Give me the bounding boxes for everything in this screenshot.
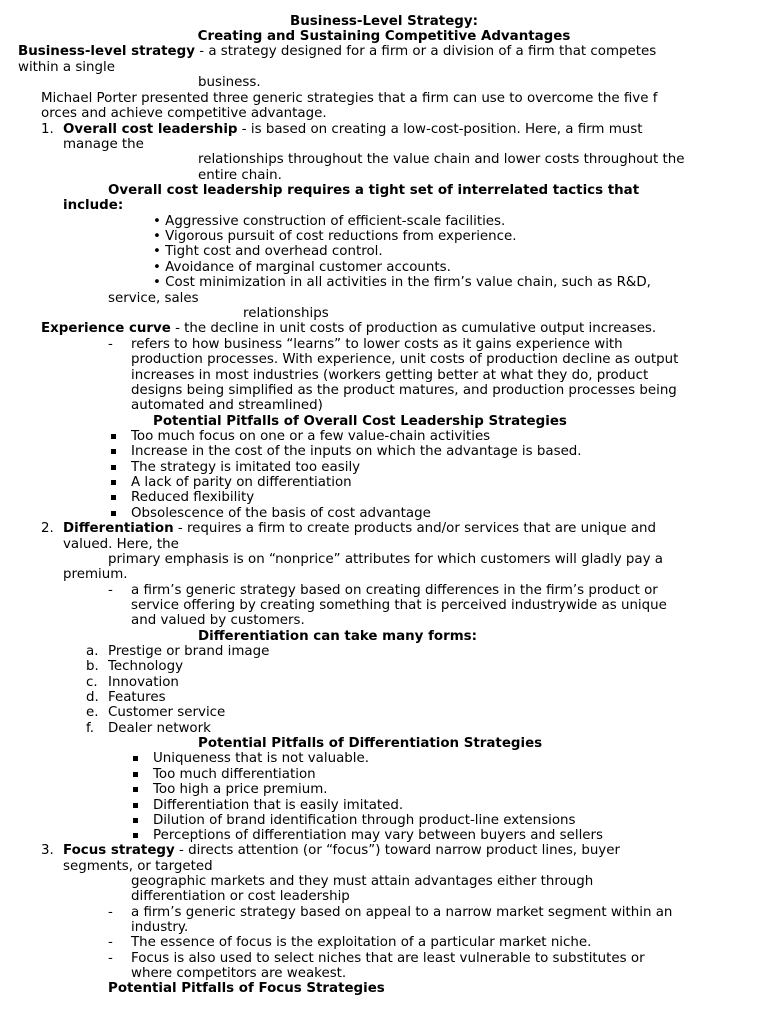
form-item: Dealer network bbox=[108, 721, 211, 736]
definition-line3: business. bbox=[198, 75, 261, 90]
experience-curve-term: Experience curve bbox=[41, 321, 171, 336]
cost-pitfall-item: Increase in the cost of the inputs on which the advantage is based. bbox=[131, 444, 582, 459]
cost-leadership-line1 bbox=[63, 122, 642, 137]
focus-line4: differentiation or cost leadership bbox=[131, 889, 350, 904]
focus-detail-line: where competitors are weakest. bbox=[131, 966, 347, 981]
form-marker: a. bbox=[86, 644, 99, 659]
document-title-line2: Creating and Sustaining Competitive Advantages bbox=[197, 29, 571, 44]
diff-pitfall-item: Perceptions of differentiation may vary between buyers and sellers bbox=[153, 828, 604, 843]
focus-line3: geographic markets and they must attain advantages either through bbox=[131, 874, 594, 889]
square-bullet-icon bbox=[133, 756, 138, 761]
focus-term: Focus strategy bbox=[63, 843, 175, 858]
cost-pitfall-item: Reduced flexibility bbox=[131, 490, 255, 505]
diff-pitfall-item: Too much differentiation bbox=[153, 767, 316, 782]
forms-heading: Differentiation can take many forms: bbox=[198, 629, 477, 644]
square-bullet-icon bbox=[111, 434, 116, 439]
diff-pitfall-item: Too high a price premium. bbox=[153, 782, 328, 797]
document-title-line1: Business-Level Strategy: bbox=[290, 14, 478, 29]
dash-marker: - bbox=[108, 935, 113, 950]
square-bullet-icon bbox=[111, 511, 116, 516]
experience-detail-line: increases in most industries (workers getting better at what they do, product bbox=[131, 368, 649, 383]
square-bullet-icon bbox=[111, 465, 116, 470]
differentiation-text: - requires a firm to create products and/or services that are unique and bbox=[173, 521, 657, 536]
square-bullet-icon bbox=[111, 480, 116, 485]
definition-term: Business-level strategy bbox=[18, 44, 195, 59]
form-marker: f. bbox=[86, 721, 94, 736]
form-item: Features bbox=[108, 690, 166, 705]
definition-line1 bbox=[18, 44, 656, 59]
porter-line1: Michael Porter presented three generic strategies that a firm can use to overcome the five f bbox=[41, 91, 658, 106]
focus-detail-line: industry. bbox=[131, 920, 189, 935]
focus-pitfalls-heading: Potential Pitfalls of Focus Strategies bbox=[108, 981, 385, 996]
dash-marker: - bbox=[108, 583, 113, 598]
cost-pitfall-item: Too much focus on one or a few value-chain activities bbox=[131, 429, 491, 444]
definition-line2: within a single bbox=[18, 60, 115, 75]
dash-marker: - bbox=[108, 951, 113, 966]
square-bullet-icon bbox=[133, 818, 138, 823]
definition-text: - a strategy designed for a firm or a division of a firm that competes bbox=[194, 44, 657, 59]
focus-line1 bbox=[63, 843, 620, 858]
tactic-continuation-line1: service, sales bbox=[108, 291, 199, 306]
form-marker: b. bbox=[86, 659, 99, 674]
focus-detail-line: a firm’s generic strategy based on appeal to a narrow market segment within an bbox=[131, 905, 673, 920]
square-bullet-icon bbox=[111, 495, 116, 500]
form-marker: c. bbox=[86, 675, 98, 690]
focus-detail-line: Focus is also used to select niches that are least vulnerable to substitutes or bbox=[131, 951, 645, 966]
tactic-item: • Cost minimization in all activities in the firm’s value chain, such as R&D, bbox=[153, 275, 651, 290]
form-item: Customer service bbox=[108, 705, 226, 720]
experience-detail-line: designs being simplified as the product matures, and production processes being bbox=[131, 383, 677, 398]
differentiation-detail-line: and valued by customers. bbox=[131, 613, 305, 628]
differentiation-number: 2. bbox=[41, 521, 54, 536]
tactic-item: • Avoidance of marginal customer accounts. bbox=[153, 260, 451, 275]
diff-pitfall-item: Uniqueness that is not valuable. bbox=[153, 751, 370, 766]
tactic-continuation-line2: relationships bbox=[243, 306, 329, 321]
cost-leadership-line2: manage the bbox=[63, 137, 144, 152]
cost-leadership-line3: relationships throughout the value chain and lower costs throughout the bbox=[198, 152, 685, 167]
porter-line2: orces and achieve competitive advantage. bbox=[41, 106, 327, 121]
focus-text: - directs attention (or “focus”) toward narrow product lines, buyer bbox=[174, 843, 620, 858]
cost-leadership-number: 1. bbox=[41, 122, 54, 137]
experience-curve-line bbox=[41, 321, 656, 336]
differentiation-line2: valued. Here, the bbox=[63, 537, 179, 552]
diff-pitfall-item: Dilution of brand identification through product-line extensions bbox=[153, 813, 576, 828]
square-bullet-icon bbox=[133, 803, 138, 808]
differentiation-line3: primary emphasis is on “nonprice” attributes for which customers will gladly pay a bbox=[108, 552, 663, 567]
cost-pitfall-item: A lack of parity on differentiation bbox=[131, 475, 352, 490]
square-bullet-icon bbox=[111, 449, 116, 454]
tactic-item: • Vigorous pursuit of cost reductions from experience. bbox=[153, 229, 517, 244]
form-item: Technology bbox=[108, 659, 184, 674]
focus-line2: segments, or targeted bbox=[63, 859, 213, 874]
square-bullet-icon bbox=[133, 787, 138, 792]
differentiation-detail-line: a firm’s generic strategy based on creating differences in the firm’s product or bbox=[131, 583, 658, 598]
cost-pitfall-item: The strategy is imitated too easily bbox=[131, 460, 361, 475]
diff-pitfall-item: Differentiation that is easily imitated. bbox=[153, 798, 404, 813]
tactics-heading-line1: Overall cost leadership requires a tight set of interrelated tactics that bbox=[108, 183, 640, 198]
tactic-item: • Tight cost and overhead control. bbox=[153, 244, 383, 259]
differentiation-detail-line: service offering by creating something that is perceived industrywide as unique bbox=[131, 598, 667, 613]
experience-curve-text: - the decline in unit costs of production as cumulative output increases. bbox=[170, 321, 657, 336]
differentiation-line1 bbox=[63, 521, 656, 536]
form-item: Innovation bbox=[108, 675, 179, 690]
dash-marker: - bbox=[108, 905, 113, 920]
focus-detail-line: The essence of focus is the exploitation of a particular market niche. bbox=[131, 935, 592, 950]
cost-leadership-line4: entire chain. bbox=[198, 168, 282, 183]
cost-pitfalls-heading: Potential Pitfalls of Overall Cost Leadership Strategies bbox=[153, 414, 567, 429]
cost-leadership-term: Overall cost leadership bbox=[63, 122, 238, 137]
form-marker: e. bbox=[86, 705, 99, 720]
form-marker: d. bbox=[86, 690, 99, 705]
cost-leadership-text: - is based on creating a low-cost-position. Here, a firm must bbox=[237, 122, 643, 137]
dash-marker: - bbox=[108, 337, 113, 352]
tactics-heading-line2: include: bbox=[63, 198, 124, 213]
experience-detail-line: production processes. With experience, unit costs of production decline as output bbox=[131, 352, 679, 367]
diff-pitfalls-heading: Potential Pitfalls of Differentiation Strategies bbox=[198, 736, 543, 751]
tactic-item: • Aggressive construction of efficient-scale facilities. bbox=[153, 214, 506, 229]
differentiation-line4: premium. bbox=[63, 567, 128, 582]
form-item: Prestige or brand image bbox=[108, 644, 270, 659]
cost-pitfall-item: Obsolescence of the basis of cost advantage bbox=[131, 506, 431, 521]
square-bullet-icon bbox=[133, 772, 138, 777]
differentiation-term: Differentiation bbox=[63, 521, 174, 536]
experience-detail-line: refers to how business “learns” to lower costs as it gains experience with bbox=[131, 337, 623, 352]
square-bullet-icon bbox=[133, 833, 138, 838]
focus-number: 3. bbox=[41, 843, 54, 858]
experience-detail-line: automated and streamlined) bbox=[131, 398, 323, 413]
